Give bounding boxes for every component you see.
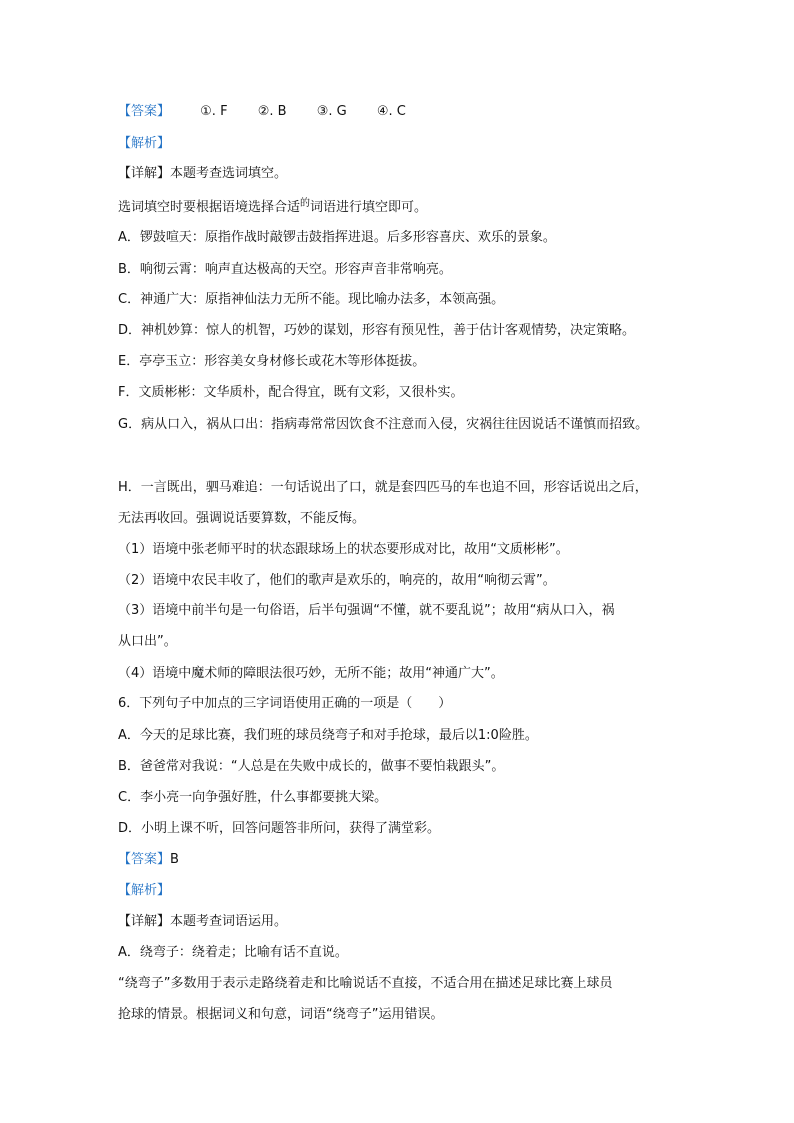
q6-answer-line xyxy=(118,851,179,869)
analysis-tag: 【解析】 xyxy=(118,136,171,151)
definition-b: B．响彻云霄：响声直达极高的天空。形容声音非常响亮。 xyxy=(118,262,452,277)
answer-line xyxy=(118,103,406,121)
definition-e: E．亭亭玉立：形容美女身材修长或花木等形体挺拔。 xyxy=(118,354,426,369)
definition-h-line1: H．一言既出，驷马难追：一句话说出了口，就是套四匹马的车也追不回，形容话说出之后， xyxy=(118,480,648,495)
intro-before: 选词填空时要根据语境选择合适 xyxy=(118,200,301,215)
intro-after: 词语进行填空即可。 xyxy=(310,200,428,215)
q6-detail-text: 本题考查词语运用。 xyxy=(170,914,288,929)
answer-option-1: ①. F xyxy=(200,104,228,119)
definition-d: D．神机妙算：惊人的机智，巧妙的谋划，形容有预见性，善于估计客观情势，决定策略。 xyxy=(118,323,636,338)
question-6-option-a: A．今天的足球比赛，我们班的球员绕弯子和对手抢球，最后以1:0险胜。 xyxy=(118,728,538,743)
q6-explain-line2: 抢球的情景。根据词义和句意，词语“绕弯子”运用错误。 xyxy=(118,1007,444,1022)
detail-line xyxy=(118,165,287,183)
q6-detail-line xyxy=(118,913,287,931)
reason-4: （4）语境中魔术师的障眼法很巧妙，无所不能；故用“神通广大”。 xyxy=(118,666,504,681)
definition-f: F．文质彬彬：文华质朴，配合得宜，既有文彩，又很朴实。 xyxy=(118,385,464,400)
answer-option-4: ④. C xyxy=(376,104,406,119)
detail-tag: 【详解】 xyxy=(118,166,171,181)
question-6-option-d: D．小明上课不听，回答问题答非所问，获得了满堂彩。 xyxy=(118,821,441,836)
question-6-option-c: C．李小亮一向争强好胜，什么事都要挑大梁。 xyxy=(118,790,388,805)
question-6-option-b: B．爸爸常对我说：“人总是在失败中成长的，做事不要怕栽跟头”。 xyxy=(118,759,505,774)
q6-analysis-tag: 【解析】 xyxy=(118,883,171,898)
answer-tag: 【答案】 xyxy=(118,104,171,119)
definition-g: G．病从口入，祸从口出：指病毒常常因饮食不注意而入侵，灾祸往往因说话不谨慎而招致。 xyxy=(118,417,649,432)
q6-definition-a: A．绕弯子：绕着走；比喻有话不直说。 xyxy=(118,945,348,960)
definition-h-line2: 无法再收回。强调说话要算数，不能反悔。 xyxy=(118,511,366,526)
answer-option-3: ③. G xyxy=(316,104,347,119)
answer-option-2: ②. B xyxy=(257,104,287,119)
reason-2: （2）语境中农民丰收了，他们的歌声是欢乐的，响亮的，故用“响彻云霄”。 xyxy=(118,573,556,588)
definition-c: C．神通广大：原指神仙法力无所不能。现比喻办法多，本领高强。 xyxy=(118,292,505,307)
q6-detail-tag: 【详解】 xyxy=(118,914,171,929)
definition-a: A．锣鼓喧天：原指作战时敲锣击鼓指挥进退。后多形容喜庆、欢乐的景象。 xyxy=(118,230,556,245)
intro-raised-char: 的 xyxy=(300,198,311,209)
reason-3-line1: （3）语境中前半句是一句俗语，后半句强调“不懂，就不要乱说”；故用“病从口入，祸 xyxy=(118,603,615,618)
reason-1: （1）语境中张老师平时的状态跟球场上的状态要形成对比，故用“文质彬彬”。 xyxy=(118,542,569,557)
q6-explain-line1: “绕弯子”多数用于表示走路绕着走和比喻说话不直接，不适合用在描述足球比赛上球员 xyxy=(118,976,613,991)
detail-text: 本题考查选词填空。 xyxy=(170,166,288,181)
q6-answer-tag: 【答案】 xyxy=(118,852,171,867)
reason-3-line2: 从口出”。 xyxy=(118,634,177,649)
q6-answer-value: B xyxy=(170,852,179,867)
intro-line xyxy=(118,199,427,218)
question-6: 6．下列句子中加点的三字词语使用正确的一项是（ ） xyxy=(118,696,452,711)
